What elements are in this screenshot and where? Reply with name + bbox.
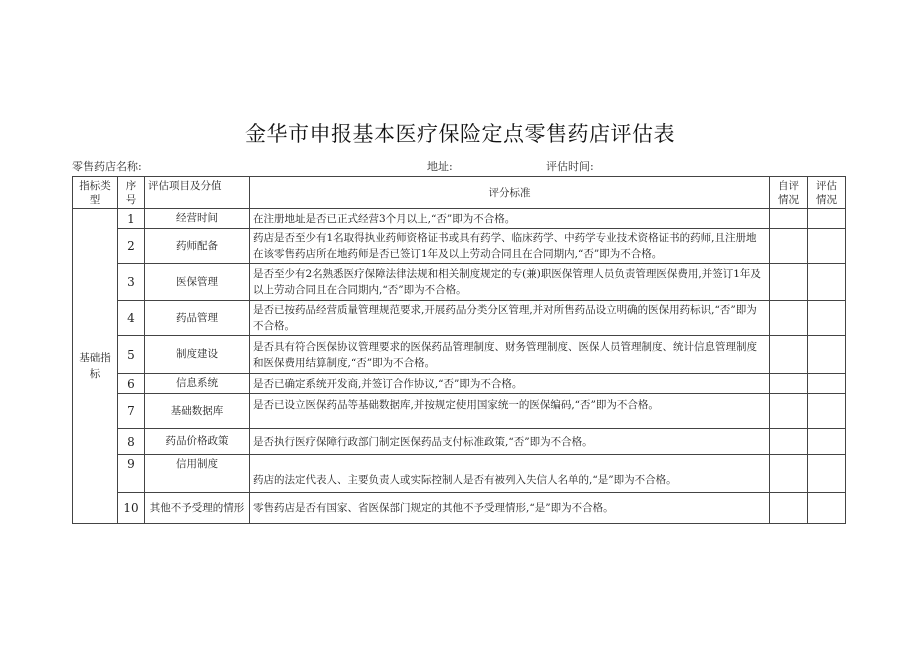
eval-cell[interactable] [808,493,846,524]
row-standard: 药店的法定代表人、主要负责人或实际控制人是否有被列入失信人名单的,“是”即为不合格。 [250,455,770,493]
header-eval: 评估情况 [808,177,846,209]
self-eval-cell[interactable] [770,374,808,394]
row-item: 制度建设 [145,336,250,374]
row-standard: 是否已设立医保药品等基础数据库,并按规定使用国家统一的医保编码,“否”即为不合格。 [250,394,770,429]
row-no: 3 [118,264,145,301]
row-no: 5 [118,336,145,374]
table-row [73,394,846,429]
self-eval-cell[interactable] [770,455,808,493]
table-row [73,493,846,524]
header-type: 指标类型 [73,177,118,209]
table-row [73,429,846,455]
row-no: 2 [118,229,145,264]
pharmacy-name-label: 零售药店名称: [72,160,142,173]
table-row [73,336,846,374]
eval-cell[interactable] [808,336,846,374]
row-standard: 是否具有符合医保协议管理要求的医保药品管理制度、财务管理制度、医保人员管理制度、统计信息管理制度和医保费用结算制度,“否”即为不合格。 [250,336,770,374]
row-standard: 是否已确定系统开发商,并签订合作协议,“否”即为不合格。 [250,374,770,394]
page-title: 金华市申报基本医疗保险定点零售药店评估表 [245,122,675,146]
row-standard: 零售药店是否有国家、省医保部门规定的其他不予受理情形,“是”即为不合格。 [250,493,770,524]
row-item: 药师配备 [145,229,250,264]
self-eval-cell[interactable] [770,264,808,301]
row-standard: 是否已按药品经营质量管理规范要求,开展药品分类分区管理,并对所售药品设立明确的医保用药标识,“否”即为不合格。 [250,301,770,336]
self-eval-cell[interactable] [770,429,808,455]
row-item: 医保管理 [145,264,250,301]
row-standard: 是否执行医疗保障行政部门制定医保药品支付标准政策,“否”即为不合格。 [250,429,770,455]
header-no: 序号 [118,177,145,209]
eval-cell[interactable] [808,229,846,264]
eval-cell[interactable] [808,394,846,429]
row-item: 基础数据库 [145,394,250,429]
self-eval-cell[interactable] [770,493,808,524]
header-item: 评估项目及分值 [145,177,250,209]
row-item: 药品管理 [145,301,250,336]
row-no: 9 [118,455,145,493]
row-standard: 是否至少有2名熟悉医疗保障法律法规和相关制度规定的专(兼)职医保管理人员负责管理医保费用,并签订1年及以上劳动合同且在合同期内,“否”即为不合格。 [250,264,770,301]
row-item: 信用制度 [145,455,250,493]
table-row [73,455,846,493]
table-row [73,209,846,229]
eval-time-label: 评估时间: [546,160,594,173]
evaluation-table [72,176,846,524]
row-no: 10 [118,493,145,524]
eval-cell[interactable] [808,455,846,493]
eval-cell[interactable] [808,301,846,336]
eval-cell[interactable] [808,264,846,301]
header-self-eval: 自评情况 [770,177,808,209]
table-row [73,301,846,336]
row-item: 信息系统 [145,374,250,394]
address-label: 地址: [427,160,453,173]
eval-cell[interactable] [808,374,846,394]
row-item: 其他不予受理的情形 [145,493,250,524]
row-no: 1 [118,209,145,229]
table-header-row [73,177,846,209]
eval-cell[interactable] [808,429,846,455]
self-eval-cell[interactable] [770,209,808,229]
eval-cell[interactable] [808,209,846,229]
row-no: 4 [118,301,145,336]
self-eval-cell[interactable] [770,336,808,374]
self-eval-cell[interactable] [770,394,808,429]
table-row [73,229,846,264]
self-eval-cell[interactable] [770,301,808,336]
row-item: 经营时间 [145,209,250,229]
header-standard: 评分标准 [250,177,770,209]
row-standard: 在注册地址是否已正式经营3个月以上,“否”即为不合格。 [250,209,770,229]
table-row [73,374,846,394]
row-standard: 药店是否至少有1名取得执业药师资格证书或具有药学、临床药学、中药学专业技术资格证书的药师,且注册地在该零售药店所在地药师是否已签订1年及以上劳动合同且在合同期内,“否”即为不合格。 [250,229,770,264]
category-cell: 基础指标 [73,209,118,524]
row-no: 8 [118,429,145,455]
row-item: 药品价格政策 [145,429,250,455]
row-no: 7 [118,394,145,429]
row-no: 6 [118,374,145,394]
table-row [73,264,846,301]
self-eval-cell[interactable] [770,229,808,264]
